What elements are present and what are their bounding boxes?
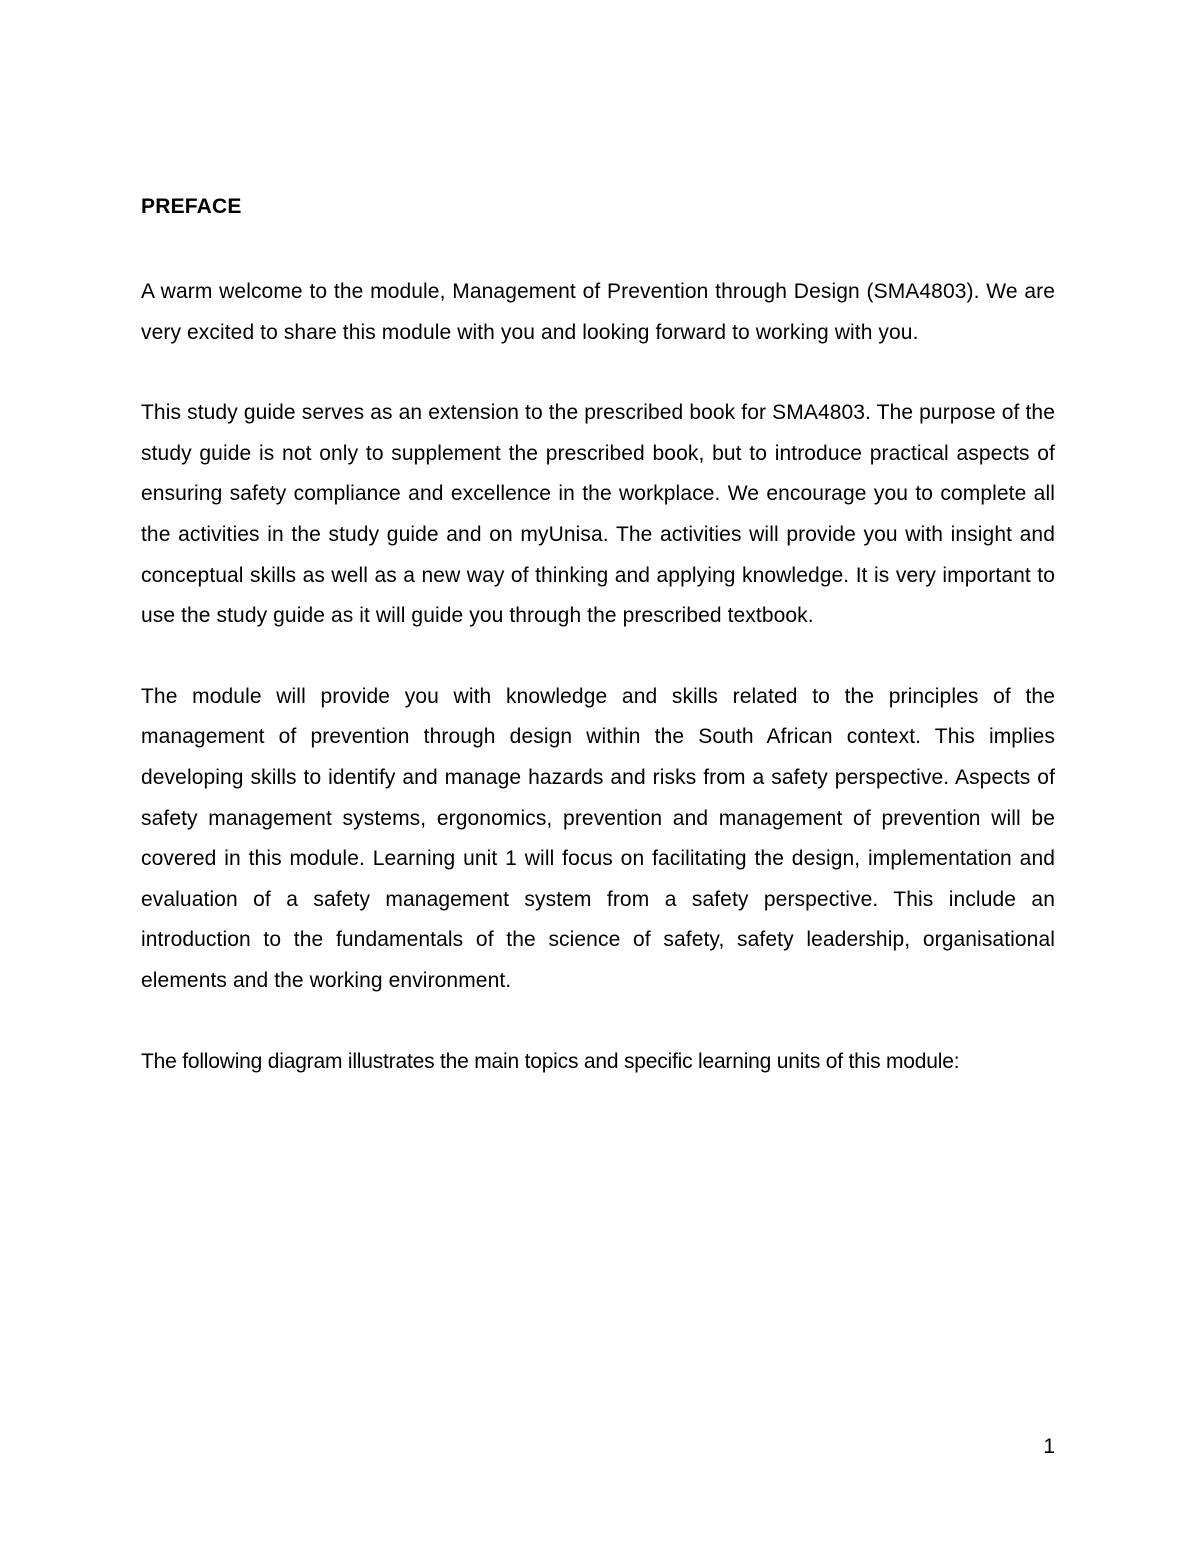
module-overview-paragraph: The module will provide you with knowledge and skills related to the principles of the management of prevention through design within the South African context. This implies developing skills to identify and manage hazards and risks from a safety perspective. Aspects of safety management systems, ergonomics, prevention and management of prevention will be covered in this module. Learning unit 1 will focus on facilitating the design, implementation and evaluation of a safety management system from a safety perspective. This include an introduction to the fundamentals of the science of safety, safety leadership, organisational elements and the working environment. <box>141 684 1055 992</box>
preface-heading: PREFACE <box>141 195 242 218</box>
page-number: 1 <box>1043 1435 1055 1458</box>
document-body <box>141 192 1055 1122</box>
study-guide-paragraph: This study guide serves as an extension to the prescribed book for SMA4803. The purpose of the study guide is not only to supplement the prescribed book, but to introduce practical aspects of ensuring safety compliance and excellence in the workplace. We encourage you to complete all the activities in the study guide and on myUnisa. The activities will provide you with insight and conceptual skills as well as a new way of thinking and applying knowledge. It is very important to use the study guide as it will guide you through the prescribed textbook. <box>141 401 1055 628</box>
diagram-intro-paragraph: The following diagram illustrates the main topics and specific learning units of this module: <box>141 1049 960 1073</box>
welcome-paragraph: A warm welcome to the module, Management of Prevention through Design (SMA4803). We are very excited to share this module with you and looking forward to working with you. <box>141 280 1055 344</box>
